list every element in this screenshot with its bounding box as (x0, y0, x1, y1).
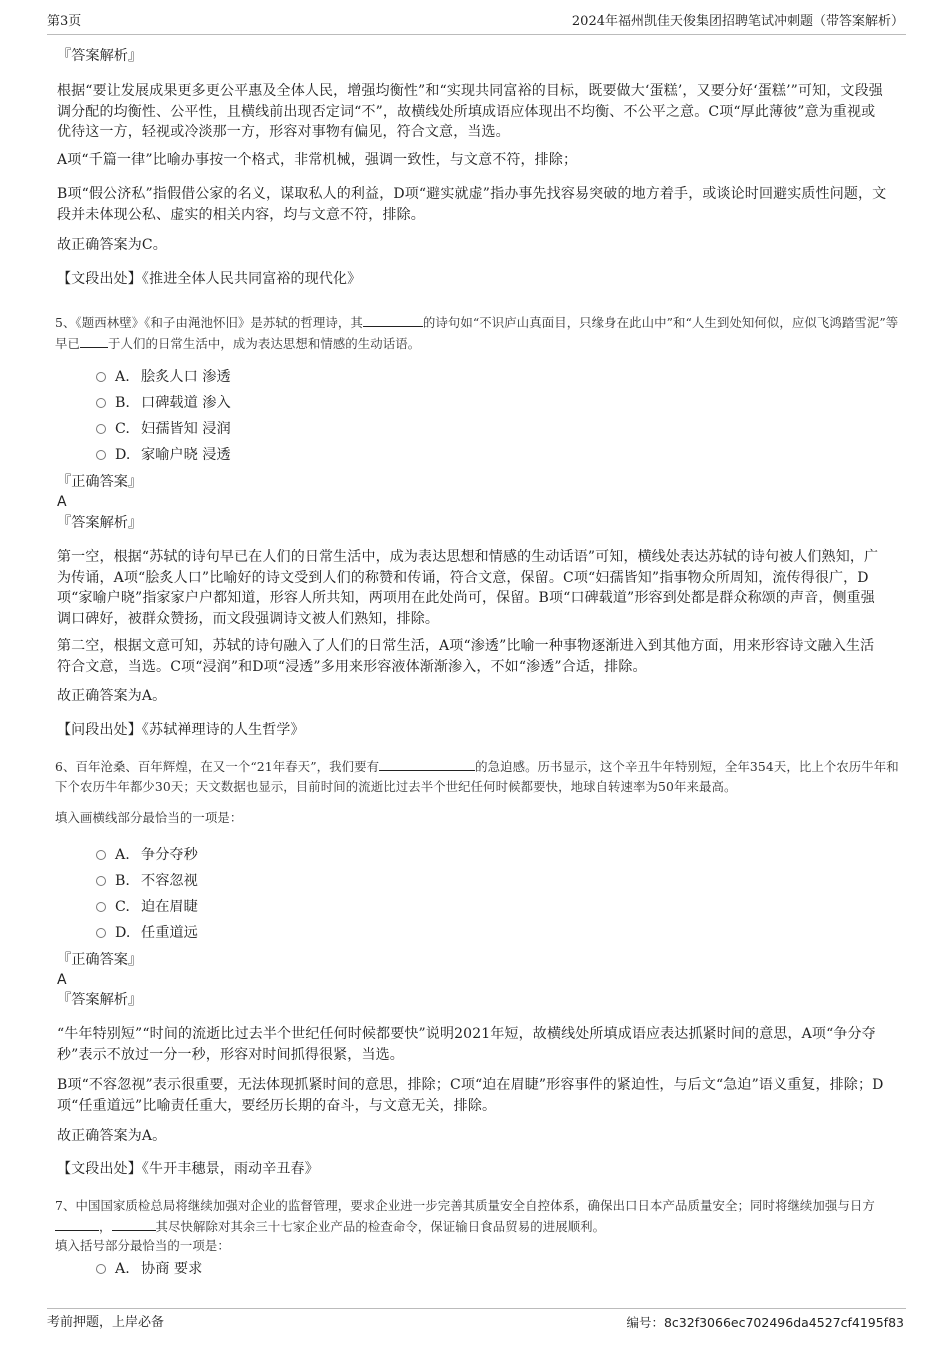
radio-icon[interactable] (96, 876, 106, 886)
q5-conclusion: 故正确答案为A。 (57, 688, 167, 704)
q4-conclusion: 故正确答案为C。 (57, 237, 167, 253)
radio-icon[interactable] (96, 850, 106, 860)
footer-slogan: 考前押题，上岸必备 (47, 1315, 165, 1330)
q7-stem: 7、中国国家质检总局将继续加强对企业的监督管理，要求企业进一步完善其质量安全自控体系，确保出口日本产品质量安全；同时将继续加强与日方， 其尽快解除对其余三十七家企业产品的检查命令，保证输日食品贸易的进展顺利。 (55, 1198, 875, 1234)
q5-option-c[interactable]: C. 妇孺皆知 浸润 (96, 419, 231, 439)
q4-analysis-label: 『答案解析』 (57, 48, 143, 64)
q5-option-b[interactable]: B. 口碑载道 渗入 (96, 393, 231, 413)
radio-icon[interactable] (96, 424, 106, 434)
document-title: 2024年福州凯佳天俊集团招聘笔试冲刺题（带答案解析） (571, 14, 904, 29)
q4-analysis-paragraph-1: 根据“要让发展成果更多更公平惠及全体人民，增强均衡性”和“实现共同富裕的目标，既要做大‘蛋糕’，又要分好‘蛋糕’”可知，文段强调分配的均衡性、公平性，且横线前出现否定词“不”，故横线处所填成语应体现出不均衡、不公平之意。C项“厚此薄彼”意为重视或优待这一方，轻视或冷淡那一方，形容对事物有偏见，符合文意，当选。 (57, 83, 883, 140)
q7-blank-1 (55, 1216, 99, 1231)
radio-icon[interactable] (96, 902, 106, 912)
q5-option-a[interactable]: A. 脍炙人口 渗透 (96, 367, 231, 387)
q6-option-d[interactable]: D. 任重道远 (96, 923, 198, 943)
q5-answer: A (57, 494, 67, 510)
radio-icon[interactable] (96, 372, 106, 382)
q6-instruction: 填入画横线部分最恰当的一项是： (55, 810, 243, 825)
page-header (47, 12, 906, 35)
q6-option-b[interactable]: B. 不容忽视 (96, 871, 198, 891)
document-id: 编号：8c32f3066ec702496da4527cf4195f83 (626, 1315, 904, 1330)
q6-blank (379, 756, 475, 771)
q5-option-d[interactable]: D. 家喻户晓 浸透 (96, 445, 231, 465)
q6-answer: A (57, 972, 67, 988)
q6-analysis-paragraph-1: “牛年特别短”“时间的流逝比过去半个世纪任何时候都要快”说明2021年短，故横线处所填成语应表达抓紧时间的意思，A项“争分夺秒”表示不放过一分一秒，形容对时间抓得很紧，当选。 (57, 1026, 876, 1063)
q5-source: 【问段出处】《苏轼禅理诗的人生哲学》 (57, 722, 305, 738)
q6-source: 【文段出处】《牛开丰穗景，雨动辛丑春》 (57, 1161, 319, 1177)
q5-analysis-label: 『答案解析』 (57, 515, 143, 531)
q7-blank-2 (112, 1216, 156, 1231)
q6-option-a[interactable]: A. 争分夺秒 (96, 845, 198, 865)
radio-icon[interactable] (96, 928, 106, 938)
q5-correct-label: 『正确答案』 (57, 474, 143, 490)
q6-option-c[interactable]: C. 迫在眉睫 (96, 897, 198, 917)
q6-stem: 6、百年沧桑、百年辉煌，在又一个“21年春天”，我们要有 的急迫感。历书显示，这个辛丑牛年特别短，全年354天，比上个农历牛年和下个农历牛年都少30天；天文数据也显示，目前时间的流逝比过去半个世纪任何时候都要快，地球自转速率为50年来最高。 (55, 756, 900, 797)
q4-analysis-paragraph-3: B项“假公济私”指假借公家的名义，谋取私人的利益，D项“避实就虚”指办事先找容易突破的地方着手，或谈论时回避实质性问题，文段并未体现公私、虚实的相关内容，均与文意不符，排除。 (57, 186, 887, 223)
q5-blank-2 (80, 333, 108, 348)
page-number: 第3页 (47, 14, 82, 29)
q5-blank-1 (363, 312, 423, 327)
q5-stem: 5、《题西林壁》《和子由渑池怀旧》是苏轼的哲理诗，其 的诗句如“不识庐山真面目，只缘身在此山中”和“人生到处知何似，应似飞鸿踏雪泥”等早已 于人们的日常生活中，成为表达思想和情感的生动话语。 (55, 312, 900, 354)
q4-source: 【文段出处】《推进全体人民共同富裕的现代化》 (57, 271, 362, 287)
q6-correct-label: 『正确答案』 (57, 952, 143, 968)
q7-instruction: 填入括号部分最恰当的一项是： (55, 1238, 230, 1253)
q6-analysis-label: 『答案解析』 (57, 992, 143, 1008)
q6-conclusion: 故正确答案为A。 (57, 1128, 167, 1144)
page-footer (47, 1308, 906, 1333)
q7-option-a[interactable]: A. 协商 要求 (96, 1259, 202, 1279)
q5-analysis-paragraph-2: 第二空，根据文意可知，苏轼的诗句融入了人们的日常生活，A项“渗透”比喻一种事物逐渐进入到其他方面，用来形容诗文融入生活符合文意，当选。C项“浸润”和D项“浸透”多用来形容液体渐渐渗入，不如“渗透”合适，排除。 (57, 638, 875, 675)
q6-analysis-paragraph-2: B项“不容忽视”表示很重要，无法体现抓紧时间的意思，排除；C项“迫在眉睫”形容事件的紧迫性，与后文“急迫”语义重复，排除；D项“任重道远”比喻责任重大，要经历长期的奋斗，与文意无关，排除。 (57, 1077, 884, 1114)
q4-analysis-paragraph-2: A项“千篇一律”比喻办事按一个格式，非常机械，强调一致性，与文意不符，排除； (57, 152, 578, 168)
radio-icon[interactable] (96, 450, 106, 460)
radio-icon[interactable] (96, 1264, 106, 1274)
q5-analysis-paragraph-1: 第一空，根据“苏轼的诗句早已在人们的日常生活中，成为表达思想和情感的生动话语”可知，横线处表达苏轼的诗句被人们熟知，广为传诵，A项“脍炙人口”比喻好的诗文受到人们的称赞和传诵，符合文意，保留。C项“妇孺皆知”指事物众所周知，流传得很广，D项“家喻户晓”指家家户户都知道，形容人所共知，两项用在此处尚可，保留。B项“口碑载道”形容到处都是群众称颂的声音，侧重强调口碑好，被群众赞扬，而文段强调诗文被人们熟知，排除。 (57, 549, 879, 627)
radio-icon[interactable] (96, 398, 106, 408)
